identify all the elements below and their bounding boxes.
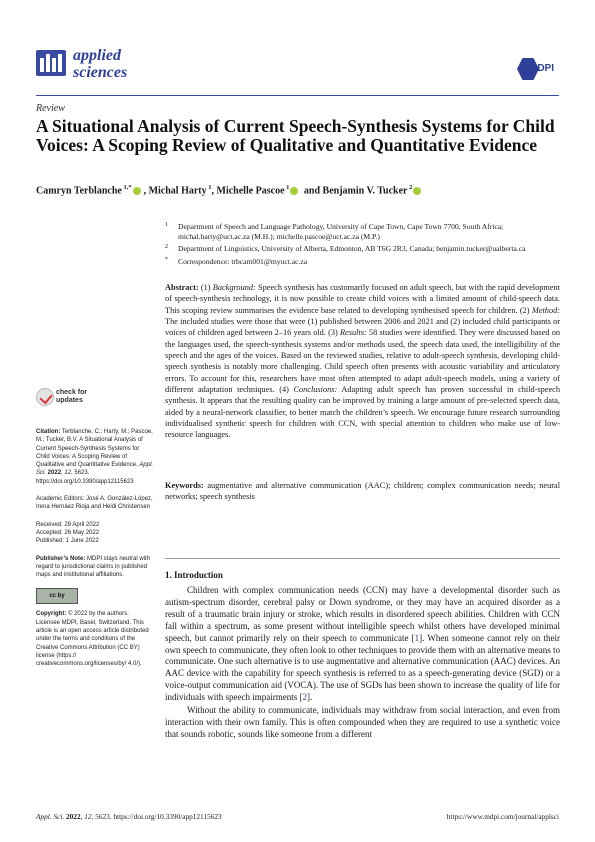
journal-logo-icon [36,50,66,76]
affiliation-item [165,222,560,242]
author-name: Camryn Terblanche [36,185,122,197]
keywords-text: augmentative and alternative communication (AAC); children; complex communication needs; neural networks; speech synthesis [165,481,560,502]
check-for-updates-button[interactable]: check for updates [36,388,154,420]
abstract-text: The included studies were those that were (1) published between 2006 and 2021 and (2) included child participants or voices of children aged between 2–16 years old. (3) [165,317,560,338]
journal-url-link[interactable]: https://www.mdpi.com/journal/applsci [446,812,559,821]
abstract-subheading: Method: [531,305,560,315]
author-affiliation-mark: 1,* [121,184,132,191]
header-divider [36,95,559,96]
author-list: Camryn Terblanche $^{1,*}$ , Michal Harty $^1$, Michelle Pascoe $^1$ and Benjamin V. Tucker $^2$ [36,184,424,196]
page-footer [36,812,559,821]
intro-paragraph-2: Without the ability to communicate, individuals may withdraw from social interaction, and even from interaction with their own family. This is often compounded when they are required to use a synthetic voice that sounds robotic, sounds like someone from a different [165,705,560,739]
author-affiliation-mark: 1 [284,184,290,191]
academic-editors: Academic Editors: José A. González-López, Irena Hernáez Rioja and Heidi Christensen [36,496,153,511]
affiliation-text: Correspondence: trbcam001@myuct.ac.za [178,256,308,266]
journal-name [73,47,127,81]
affiliation-number: 2 [165,244,168,251]
article-title: A Situational Analysis of Current Speech-Synthesis Systems for Child Voices: A Scoping Review of Qualitative and Quantitative Evidence [36,116,555,155]
abstract-text: Speech synthesis has customarily focused on adult speech, but with the rapid development of speech-synthesis technology, it is now possible to create child voices with a limited amount of child-speech data. This scoping review summarises the evidence base related to developing synthesised speech for children. (2) [165,283,560,315]
affiliation-number: * [165,256,168,263]
keywords-label: Keywords: [165,481,204,490]
abstract-text: Adapting adult speech has proven successful in child-speech synthesis. It appears that the resulting quality can be improved by training a large amount of pre-selected speech data, aided by a neural-network classifier, to better match the children’s speech. We encourage future research surrounding individualised synthetic speech for children with CCN, with special attention to children who make use of low-resource languages. [165,385,560,440]
affiliation-number: 1 [165,222,168,228]
affiliation-text: Department of Linguistics, University of Alberta, Edmonton, AB T6G 2R3, Canada; benjamin.tucker@ualberta.ca [178,244,526,254]
article-type: Review [36,103,65,114]
footer-citation: Appl. Sci. 2022, 12, 5623. https://doi.org/10.3390/app12115623 [36,812,222,821]
journal-name-line2: sciences [73,64,128,81]
author-name: Michelle Pascoe [216,185,285,197]
keywords [165,480,560,503]
sidebar [36,388,154,678]
affiliation-text: Department of Speech and Language Pathology, University of Cape Town, Cape Town 7700, South Africa; michal.harty@uct.ac.za (M.H.); michelle.pascoe@uct.ac.za (M.P.) [178,222,504,242]
author-name: Michal Harty [148,185,207,197]
check-updates-icon [36,388,54,406]
orcid-icon[interactable] [133,187,141,195]
abstract-subheading: Conclusions: [293,385,338,395]
orcid-icon[interactable] [413,187,421,195]
introduction-body [165,585,560,741]
author-affiliation-mark: 1 [206,184,212,191]
cc-by-license-icon[interactable]: cc by [36,588,78,604]
orcid-icon[interactable] [290,187,298,195]
publisher-name: MDPI [529,63,554,74]
dates: Received: 29 April 2022 Accepted: 26 May 2022 Published: 1 June 2022 [36,521,100,545]
abstract [165,282,560,441]
abstract-subheading: Results: [339,328,367,338]
author-name: Benjamin V. Tucker [322,185,408,197]
abstract-label: Abstract: [165,283,199,292]
mdpi-logo-icon [517,58,557,82]
section-divider [165,558,560,559]
publisher-note: Publisher’s Note: MDPI stays neutral with regard to jurisdictional claims in published maps and institutional affiliations. [36,555,151,579]
journal-name-line1: applied [73,47,121,64]
reference-link[interactable]: 1 [414,632,420,643]
citation: Citation: Terblanche, C.; Harty, M.; Pascoe, M.; Tucker, B.V. A Situational Analysis of Current Speech-Synthesis Systems for Child Voices: A Scoping Review of Qualitative and Quantitative Evidence. Appl. Sci. 2022, 12, 5623. https://doi.org/10.3390/app12115623 [36,429,154,485]
copyright: Copyright: © 2022 by the authors. Licensee MDPI, Basel, Switzerland. This article is an open access article distributed under the terms and conditions of the Creative Commons Attribution (CC BY) license (https:// creativecommons.org/licenses/by/ 4.0/). [36,611,149,668]
section-heading-introduction: 1. Introduction [165,570,223,580]
abstract-text: 58 studies were identified. They were discussed based on the languages used, the speech-synthesis systems and/or methods used, the speech data used, the intelligibility of the speech and the ages of the voices. Based on the reviewed studies, relative to adult-speech synthesis, developing child-speech synthesis is notably more challenging. Child speech often presents with acoustic variability and articulatory errors. To account for this, researchers have most often attempted to adapt adult-speech models, using a variety of different adaptation techniques. (4) [165,328,560,395]
abstract-text: (1) [198,283,213,292]
affiliation-item [165,244,560,254]
reference-link[interactable]: 2 [302,692,307,703]
abstract-subheading: Background: [212,283,256,292]
intro-paragraph-1: Children with complex communication needs (CCN) may have a developmental disorder such as autism-spectrum disorder, cerebral palsy or Down syndrome, or they may have an acquired disorder as a result of a traumatic brain injury or stroke, which results in disordered speech abilities. Children with CCN fall within a spectrum, as some present without intelligible speech whilst others have developed minimal speech, but cannot primarily rely on their speech to communicate [1]. When someone cannot rely on their own speech to communicate, they often look to other techniques to provide them with an alternative means to communicate. One such alternative is to use augmentative and alternative communication (AAC) devices. An AAC device with the capability for speech synthesis is referred to as a speech-generating device (SGD) or a voice-output communication aid (VOCA). The use of SGDs has been shown to increase the quality of life for individuals with speech impairments [2]. [165,585,560,703]
affiliation-item [165,257,560,267]
author-affiliation-mark: 2 [407,184,413,191]
affiliations [165,222,560,269]
